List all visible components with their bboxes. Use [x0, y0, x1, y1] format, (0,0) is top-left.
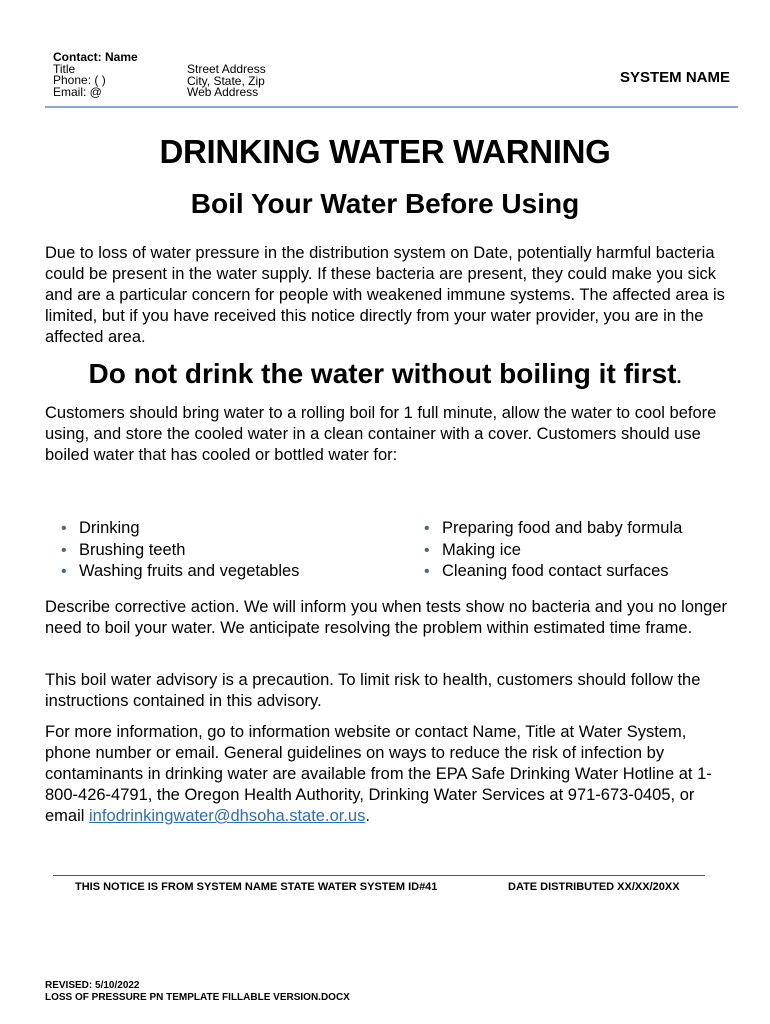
bullet-list-right — [418, 518, 682, 583]
contact-name: Contact: Name — [53, 50, 138, 64]
notice-date-distributed: DATE DISTRIBUTED XX/XX/20XX — [508, 881, 680, 893]
contact-block — [53, 52, 138, 98]
more-info-end: . — [365, 807, 370, 825]
page-subtitle: Boil Your Water Before Using — [190, 188, 580, 219]
do-not-drink-period: . — [676, 367, 682, 387]
system-name: SYSTEM NAME — [619, 69, 730, 86]
page-title: DRINKING WATER WARNING — [159, 133, 611, 170]
list-item: • Making ice — [418, 540, 682, 562]
list-item: • Drinking — [55, 518, 299, 540]
list-item: • Washing fruits and vegetables — [55, 561, 299, 583]
street-address: Street Address — [187, 62, 266, 76]
boil-instructions-paragraph: Customers should bring water to a rolling boil for 1 full minute, allow the water to cool before using, and store the cooled water in a clean container with a cover. Customers should use boiled water that has cooled or bottled water for: — [45, 404, 717, 464]
notice-system-id: THIS NOTICE IS FROM SYSTEM NAME STATE WATER SYSTEM ID#41 — [75, 881, 438, 893]
file-name: LOSS OF PRESSURE PN TEMPLATE FILLABLE VERSION.DOCX — [45, 992, 350, 1003]
list-item: • Brushing teeth — [55, 540, 299, 562]
more-info-paragraph — [45, 722, 735, 827]
email-link[interactable]: infodrinkingwater@dhsoha.state.or.us — [89, 807, 366, 825]
list-item: • Cleaning food contact surfaces — [418, 561, 682, 583]
document-footer — [45, 980, 350, 1004]
footer-divider — [53, 875, 705, 876]
header-divider — [45, 106, 738, 108]
address-block — [187, 64, 266, 99]
contact-title: Title — [53, 61, 76, 76]
do-not-drink-heading — [0, 358, 770, 390]
list-item: • Preparing food and baby formula — [418, 518, 682, 540]
web-address: Web Address — [187, 85, 259, 99]
more-info-text: For more information, go to information website or contact Name, Title at Water System, phone number or email. General guidelines on ways to reduce the risk of infection by contaminants in drinking water are available from the EPA Safe Drinking Water Hotline at 1-800-426-4791, the Oregon Health Authority, Drinking Water Services at 971-673-0405, or email — [45, 723, 712, 825]
do-not-drink-text: Do not drink the water without boiling it first — [88, 358, 677, 389]
bullet-list-left — [55, 518, 299, 583]
city-state-zip: City, State, Zip — [187, 73, 265, 88]
intro-paragraph: Due to loss of water pressure in the distribution system on Date, potentially harmful bacteria could be present in the water supply. If these bacteria are present, they could make you sick and are a particular concern for people with weakened immune systems. The affected area is limited, but if you have received this notice directly from your water provider, you are in the affected area. — [45, 244, 725, 346]
contact-phone: Phone: ( ) — [53, 73, 106, 87]
precaution-paragraph: This boil water advisory is a precaution. To limit risk to health, customers should follow the instructions contained in this advisory. — [45, 671, 701, 710]
revised-date: REVISED: 5/10/2022 — [45, 980, 140, 991]
contact-email: Email: @ — [53, 84, 102, 99]
corrective-action-paragraph: Describe corrective action. We will inform you when tests show no bacteria and you no longer need to boil your water. We anticipate resolving the problem within estimated time frame. — [45, 598, 728, 637]
